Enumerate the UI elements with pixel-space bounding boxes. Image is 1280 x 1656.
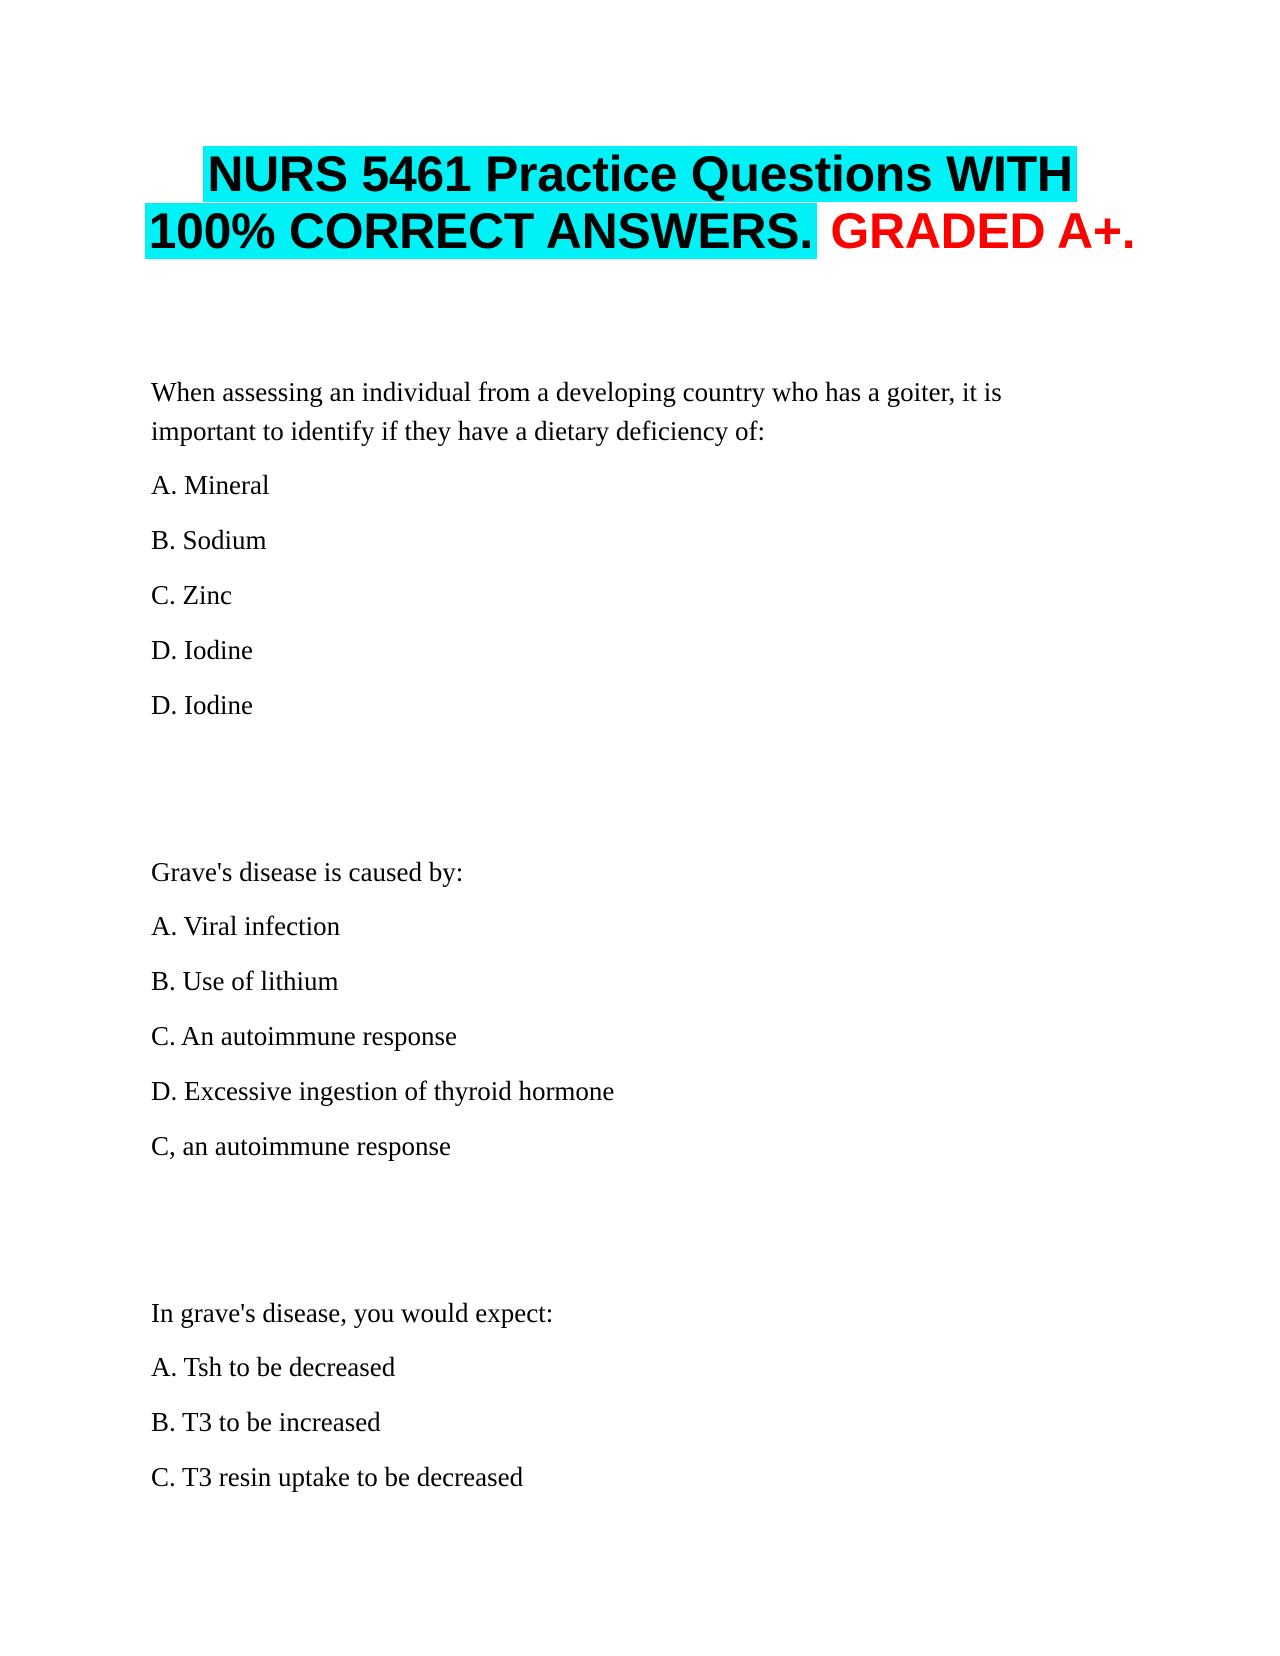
answer-option: C. T3 resin uptake to be decreased — [151, 1462, 524, 1492]
answer-option: C. Zinc — [151, 580, 232, 610]
question-prompt: Grave's disease is caused by: — [151, 857, 464, 887]
answer-option: C. An autoimmune response — [151, 1021, 457, 1051]
question-prompt: In grave's disease, you would expect: — [151, 1298, 554, 1328]
section-spacer — [151, 741, 1091, 853]
answer-option: A. Mineral — [151, 470, 270, 500]
title-highlighted-line-1: NURS 5461 Practice Questions WITH — [203, 146, 1076, 202]
answer-option: B. T3 to be increased — [151, 1407, 381, 1437]
document-title — [140, 146, 1140, 260]
question-block — [151, 373, 1091, 725]
answer-option: D. Excessive ingestion of thyroid hormone — [151, 1076, 615, 1106]
answer-option: D. Iodine — [151, 635, 253, 665]
question-block — [151, 1294, 1091, 1497]
document-body — [151, 373, 1091, 1513]
title-highlighted-line-2: 100% CORRECT ANSWERS. — [145, 203, 817, 259]
question-prompt: When assessing an individual from a developing country who has a goiter, it is important to identify if they have a dietary deficiency of: — [151, 377, 1002, 446]
question-block — [151, 853, 1091, 1166]
answer-option: A. Viral infection — [151, 911, 341, 941]
correct-answer: D. Iodine — [151, 690, 253, 720]
section-spacer — [151, 1182, 1091, 1294]
correct-answer: C, an autoimmune response — [151, 1131, 451, 1161]
title-grade: GRADED A+. — [830, 203, 1136, 259]
answer-option: A. Tsh to be decreased — [151, 1352, 396, 1382]
answer-option: B. Sodium — [151, 525, 267, 555]
answer-option: B. Use of lithium — [151, 966, 339, 996]
